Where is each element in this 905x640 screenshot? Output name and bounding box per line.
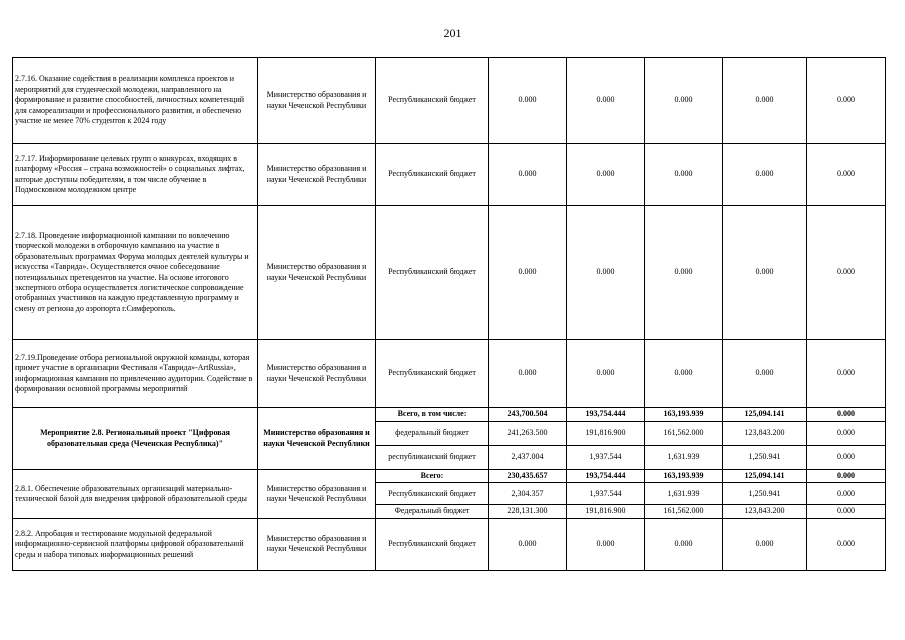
value-cell: 0.000 [567,518,645,570]
value-cell: 161,562.000 [645,422,723,446]
row-ministry: Министерство образования и науки Чеченской Республики [258,206,376,340]
measure-title: Мероприятие 2.8. Региональный проект "Цифровая образовательная среда (Чеченская Республика)" [13,408,258,470]
row-funding-source: Республиканский бюджет [376,58,489,144]
value-cell: 0.000 [567,58,645,144]
value-cell: 0.000 [489,144,567,206]
value-cell: 0.000 [807,422,886,446]
value-cell: 0.000 [807,470,886,483]
value-cell: 1,937.544 [567,483,645,505]
row-funding-source: Республиканский бюджет [376,518,489,570]
value-cell: 2,304.357 [489,483,567,505]
row-funding-source: Республиканский бюджет [376,483,489,505]
row-funding-source: Всего, в том числе: [376,408,489,422]
value-cell: 1,937.544 [567,446,645,470]
value-cell: 0.000 [567,206,645,340]
row-funding-source: федеральный бюджет [376,422,489,446]
table-row [13,470,886,483]
value-cell: 0.000 [807,206,886,340]
table-row [13,144,886,206]
value-cell: 123,843.200 [723,422,807,446]
value-cell: 0.000 [645,58,723,144]
row-ministry: Министерство образования и науки Чеченской Республики [258,144,376,206]
value-cell: 0.000 [645,206,723,340]
value-cell: 0.000 [489,340,567,408]
row-funding-source: Республиканский бюджет [376,206,489,340]
value-cell: 1,631.939 [645,446,723,470]
value-cell: 193,754.444 [567,408,645,422]
page-number: 201 [443,26,462,40]
value-cell: 0.000 [723,58,807,144]
value-cell: 0.000 [807,446,886,470]
value-cell: 161,562.000 [645,505,723,518]
value-cell: 193,754.444 [567,470,645,483]
value-cell: 0.000 [723,206,807,340]
value-cell: 125,094.141 [723,408,807,422]
row-funding-source: Республиканский бюджет [376,340,489,408]
budget-table [12,57,886,571]
value-cell: 191,816.900 [567,422,645,446]
value-cell: 0.000 [567,144,645,206]
value-cell: 243,700.504 [489,408,567,422]
value-cell: 0.000 [807,144,886,206]
value-cell: 0.000 [489,518,567,570]
value-cell: 163,193.939 [645,408,723,422]
value-cell: 0.000 [645,518,723,570]
value-cell: 163,193.939 [645,470,723,483]
row-funding-source: республиканский бюджет [376,446,489,470]
value-cell: 2,437.004 [489,446,567,470]
value-cell: 1,631.939 [645,483,723,505]
value-cell: 230,435.657 [489,470,567,483]
value-cell: 125,094.141 [723,470,807,483]
table-row [13,58,886,144]
value-cell: 0.000 [807,483,886,505]
value-cell: 0.000 [807,518,886,570]
value-cell: 0.000 [567,340,645,408]
value-cell: 0.000 [807,340,886,408]
value-cell: 0.000 [489,58,567,144]
table-row [13,408,886,422]
row-funding-source: Федеральный бюджет [376,505,489,518]
value-cell: 0.000 [645,144,723,206]
measure-ministry: Министерство образования и науки Чеченской Республики [258,408,376,470]
value-cell: 241,263.500 [489,422,567,446]
value-cell: 0.000 [807,408,886,422]
table-row [13,518,886,570]
row-funding-source: Республиканский бюджет [376,144,489,206]
value-cell: 0.000 [489,206,567,340]
row-description: 2.7.19.Проведение отбора региональной окружной команды, которая примет участие в организации Фестиваля «Таврида»-ArtRussia», информационная кампания по привлечению аудитории. Содействие в формировании основной программы мероприятий [13,340,258,408]
value-cell: 1,250.941 [723,446,807,470]
value-cell: 123,843.200 [723,505,807,518]
value-cell: 228,131.300 [489,505,567,518]
row-description: 2.8.2. Апробация и тестирование модульной федеральной информационно-сервисной платформы цифровой образовательной среды и набора типовых информационных решений [13,518,258,570]
row-ministry: Министерство образования и науки Чеченской Республики [258,518,376,570]
value-cell: 191,816.900 [567,505,645,518]
row-description: 2.7.16. Оказание содействия в реализации комплекса проектов и мероприятий для студенческой молодежи, направленного на формирование и развитие способностей, личностных компетенций для самореализации и профессионального развития, и обеспечено участие не менее 70% студентов к 2024 году [13,58,258,144]
value-cell: 0.000 [723,144,807,206]
value-cell: 1,250.941 [723,483,807,505]
value-cell: 0.000 [723,340,807,408]
row-ministry: Министерство образования и науки Чеченской Республики [258,58,376,144]
row-ministry: Министерство образования и науки Чеченской Республики [258,470,376,519]
table-row [13,206,886,340]
row-description: 2.7.18. Проведение информационной кампании по вовлечению творческой молодежи в отборочную кампанию на участие в образовательных программах Форума молодых деятелей культуры и искусства «Таврида». Осуществляется очное собеседование потенциальных претендентов на участие. На основе итогового экспертного отбора осуществляется логистическое сопровождение отобранных участников на каждую представленную программу и смену от региона до аэропорта г.Симферополь. [13,206,258,340]
value-cell: 0.000 [723,518,807,570]
row-description: 2.7.17. Информирование целевых групп о конкурсах, входящих в платформу «Россия – страна возможностей» о социальных лифтах, которые доступны победителям, в том числе обучение в Подмосковном молодежном центре [13,144,258,206]
row-funding-source: Всего: [376,470,489,483]
table-row [13,340,886,408]
value-cell: 0.000 [807,505,886,518]
value-cell: 0.000 [645,340,723,408]
row-description: 2.8.1. Обеспечение образовательных организаций материально-технической базой для внедрения цифровой образовательной среды [13,470,258,519]
row-ministry: Министерство образования и науки Чеченской Республики [258,340,376,408]
value-cell: 0.000 [807,58,886,144]
